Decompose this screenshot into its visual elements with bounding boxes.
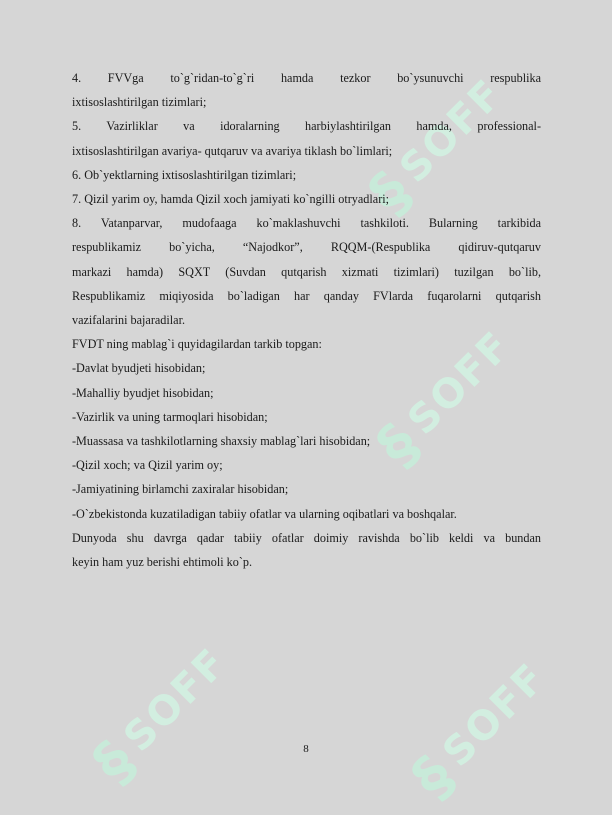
text-line: ixtisoslashtirilgan tizimlari;: [72, 95, 207, 110]
soff-watermark-text: SOFF: [115, 639, 237, 761]
text-line: Respublikamiz miqiyosida bo`ladigan har qanday FVlarda fuqarolarni qutqarish: [72, 288, 541, 303]
text-line: 8. Vatanparvar, mudofaaga ko`maklashuvchi tashkiloti. Bularning tarkibida: [72, 216, 541, 231]
text-line: FVDT ning mablag`i quyidagilardan tarkib topgan:: [72, 337, 322, 352]
text-line: 5. Vazirliklar va idoralarning harbiylashtirilgan hamda, professional-: [72, 119, 541, 134]
list-item: -Muassasa va tashkilotlarning shaxsiy mablag`lari hisobidan;: [72, 434, 371, 449]
soff-watermark-4: [395, 625, 586, 815]
soff-watermark-text: SOFF: [391, 70, 513, 192]
soff-watermark-text: SOFF: [399, 322, 521, 444]
list-item: -Davlat byudjeti hisobidan;: [72, 361, 206, 376]
body-text: [72, 66, 541, 574]
list-item: -O`zbekistonda kuzatiladigan tabiiy ofatlar va ularning oqibatlari va boshqalar.: [72, 506, 457, 521]
soff-logo-icon: §: [355, 158, 425, 228]
text-line: markazi hamda) SQXT (Suvdan qutqarish xizmati tizimlari) tuzilgan bo`lib,: [72, 264, 541, 279]
text-line: ixtisoslashtirilgan avariya- qutqaruv va avariya tiklash bo`limlari;: [72, 143, 393, 158]
soff-logo-icon: §: [398, 742, 468, 812]
text-line: Dunyoda shu davrga qadar tabiiy ofatlar doimiy ravishda bo`lib keldi va bundan: [72, 530, 541, 545]
list-item: -Vazirlik va uning tarmoqlari hisobidan;: [72, 409, 268, 424]
text-line: keyin ham yuz berishi ehtimoli ko`p.: [72, 555, 253, 570]
soff-watermark-3: [76, 610, 267, 801]
text-line: 4. FVVga to`g`ridan-to`g`ri hamda tezkor bo`ysunuvchi respublika: [72, 71, 541, 85]
soff-logo-icon: §: [79, 727, 149, 797]
text-line: 6. Ob`yektlarning ixtisoslashtirilgan tizimlari;: [72, 167, 297, 182]
list-item: -Jamiyatining birlamchi zaxiralar hisobidan;: [72, 482, 289, 497]
text-line: 7. Qizil yarim oy, hamda Qizil xoch jamiyati ko`ngilli otryadlari;: [72, 192, 390, 207]
text-line: respublikamiz bo`yicha, “Najodkor”, RQQM-(Respublika qidiruv-qutqaruv: [72, 240, 541, 255]
text-line: vazifalarini bajaradilar.: [72, 313, 186, 328]
list-item: -Qizil xoch; va Qizil yarim oy;: [72, 458, 223, 473]
list-item: -Mahalliy byudjet hisobidan;: [72, 385, 214, 400]
page-number: 8: [303, 743, 309, 755]
soff-logo-icon: §: [363, 410, 433, 480]
soff-watermark-text: SOFF: [434, 654, 556, 776]
